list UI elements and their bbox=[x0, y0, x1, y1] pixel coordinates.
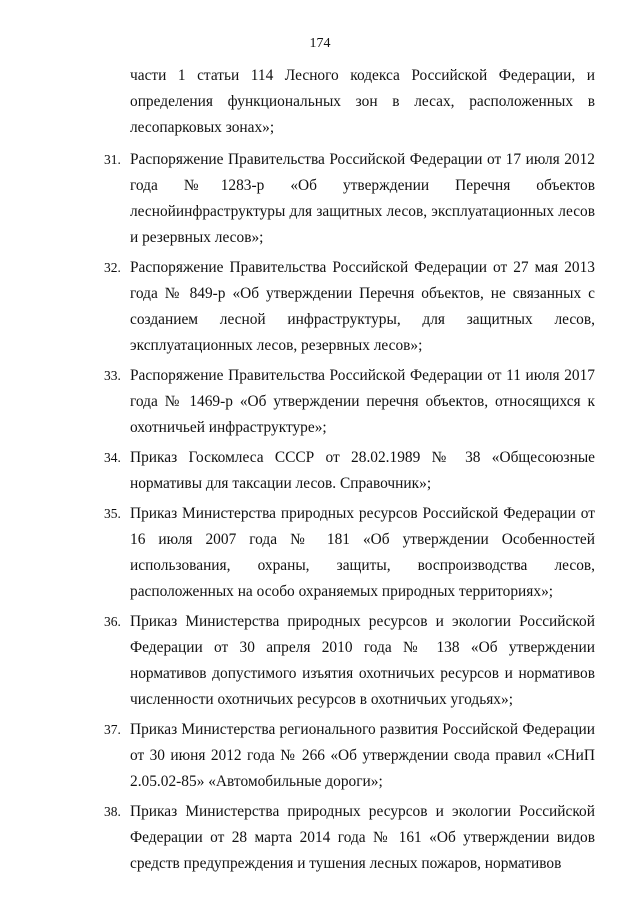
list-item bbox=[0, 799, 595, 877]
item-text: Приказ Министерства регионального развития Российской Федерации от 30 июня 2012 года № 266 «Об утверждении свода правил «СНиП 2.05.02-85» «Автомобильные дороги»; bbox=[130, 721, 595, 790]
item-text: Распоряжение Правительства Российской Федерации от 17 июля 2012 года №1283-р «Об утверждении Перечня объектов леснойинфраструктуры для защитных лесов, эксплуатационных лесов и резервных лесов»; bbox=[130, 151, 595, 246]
item-number: 31. bbox=[104, 152, 121, 167]
list-item bbox=[0, 501, 595, 605]
item-text: Распоряжение Правительства Российской Федерации от 11 июля 2017 года № 1469-р «Об утверждении перечня объектов, относящихся к охотничьей инфраструктуре»; bbox=[130, 367, 595, 436]
item-number: 34. bbox=[104, 450, 121, 465]
continued-paragraph: части 1 статьи 114 Лесного кодекса Российской Федерации, и определения функциональных зон в лесах, расположенных в лесопарковых зонах»; bbox=[130, 67, 595, 136]
item-number: 32. bbox=[104, 260, 121, 275]
item-number: 35. bbox=[104, 506, 121, 521]
list-item bbox=[0, 363, 595, 441]
list-item bbox=[0, 717, 595, 795]
item-text: Приказ Министерства природных ресурсов Российской Федерации от 16 июля 2007 года № 181 «Об утверждении Особенностей использования, охраны, защиты, воспроизводства лесов, расположенных на особо охраняемых природных территориях»; bbox=[130, 505, 595, 600]
page-number: 174 bbox=[309, 36, 331, 51]
item-text: Приказ Госкомлеса СССР от 28.02.1989 № 38 «Общесоюзные нормативы для таксации лесов. Справочник»; bbox=[130, 449, 595, 492]
item-number: 33. bbox=[104, 368, 121, 383]
item-number: 37. bbox=[104, 722, 121, 737]
reference-list bbox=[0, 63, 640, 881]
item-text: Распоряжение Правительства Российской Федерации от 27 мая 2013 года № 849-р «Об утверждении Перечня объектов, не связанных с созданием лесной инфраструктуры, для защитных лесов, эксплуатационных лесов, резервных лесов»; bbox=[130, 259, 595, 354]
list-item bbox=[0, 609, 595, 713]
item-text: Приказ Министерства природных ресурсов и экологии Российской Федерации от 30 апреля 2010 года № 138 «Об утверждении нормативов допустимого изъятия охотничьих ресурсов и нормативов численности охотничьих ресурсов в охотничьих угодьях»; bbox=[130, 613, 595, 708]
list-item bbox=[0, 445, 595, 497]
list-item bbox=[0, 255, 595, 359]
item-number: 38. bbox=[104, 804, 121, 819]
item-number: 36. bbox=[104, 614, 121, 629]
list-item bbox=[0, 147, 595, 251]
item-text: Приказ Министерства природных ресурсов и экологии Российской Федерации от 28 марта 2014 года № 161 «Об утверждении видов средств предупреждения и тушения лесных пожаров, нормативов bbox=[130, 803, 595, 872]
